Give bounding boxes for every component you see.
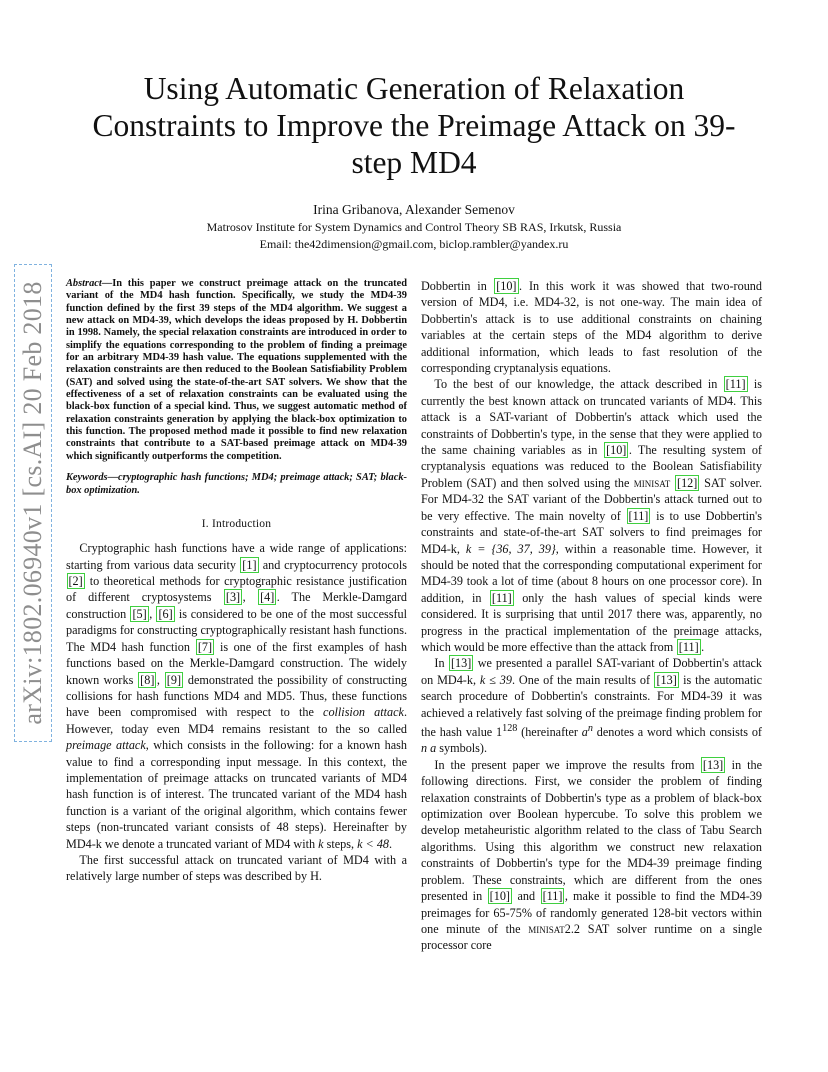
text-run: is currently the best known attack on truncated variants of MD4. This attack is a SAT-variant of Dobbertin's attack which used the constraints of Dobbertin's type, in the sense that they were applied to the same chaining variables as in xyxy=(421,377,762,458)
citation-link[interactable]: [11] xyxy=(628,508,649,523)
abstract-text: —In this paper we construct preimage attack on the truncated variant of the MD4 hash function. Specifically, we study the MD4-39 function defined by the first 39 steps of the MD4 algorithm. We suggest a new attack on MD4-39, which develops the ideas proposed by H. Dobbertin in 1998. Namely, the special relaxation constraints are introduced in order to simplify the equations corresponding to the problem of finding a preimage for an arbitrary MD4-39 hash value. The equations supplemented with the relaxation constraints are then reduced to the Boolean Satisfiability Problem (SAT) and solved using the state-of-the-art SAT solvers. We show that the effectiveness of a set of relaxation constraints can be evaluated using the black-box function of a special kind. Thus, we suggest automatic method of relaxation constraints generation by applying the black-box optimization to this function. The proposed method made it possible to find new relaxation constraints that contribute to a SAT-based preimage attack on MD4-39 which significantly outperforms the competition. xyxy=(66,278,407,462)
text-run: , within a reasonable time. However, it should be noted that the corresponding computational experiment for MD4-39 took a lot of time (about 8 hours on one processor core). In addition, in xyxy=(421,541,762,605)
intro-paragraph-2 xyxy=(66,852,407,885)
text-run: . xyxy=(701,639,705,654)
citation-link[interactable]: [1] xyxy=(242,557,257,572)
affiliation: Matrosov Institute for System Dynamics and Control Theory SB RAS, Irkutsk, Russia xyxy=(206,220,622,234)
right-paragraph-1 xyxy=(421,278,762,376)
superscript: n xyxy=(587,722,593,734)
citation-link[interactable]: [4] xyxy=(260,590,275,605)
text-run: demonstrated the possibility of constructing collisions for hash functions MD4 and MD5. Thus, these functions have been compromised with respect to the xyxy=(66,672,408,720)
math: k < 48 xyxy=(357,836,390,851)
text-run: SAT solver. For MD4-32 the SAT variant of the Dobbertin's attack turned out to be very effective. The main novelty of xyxy=(421,475,762,523)
citation-link[interactable]: [2] xyxy=(68,574,83,589)
text-run: symbols). xyxy=(436,741,488,756)
citation-link[interactable]: [9] xyxy=(166,672,182,687)
citation-link[interactable]: [11] xyxy=(678,639,699,654)
text-run: . One of the main results of xyxy=(511,672,654,687)
citation-link[interactable]: [12] xyxy=(677,475,698,490)
text-run: In xyxy=(434,656,449,671)
solver-name: minisat xyxy=(528,921,565,936)
text-run: (hereinafter xyxy=(517,725,582,740)
text-run: In the present paper we improve the results from xyxy=(434,757,701,772)
math: 1 xyxy=(496,725,503,740)
text-run: is one of the first examples of hash functions based on the Merkle-Damgard construction. The widely known works xyxy=(66,639,407,687)
text-run: is the automatic search procedure of Dobbertin's constraints. For MD4-39 it was achieved a relatively fast solving of the preimage finding problem for the hash value xyxy=(421,672,763,740)
citation-link[interactable]: [5] xyxy=(132,606,147,621)
right-paragraph-4 xyxy=(421,757,762,954)
text-run: , make it possible to find the MD4-39 preimages for 65-75% of randomly generated 128-bit vectors within one minute of the xyxy=(421,889,762,936)
citation-link[interactable]: [13] xyxy=(656,672,677,687)
citation-link[interactable]: [11] xyxy=(542,889,563,904)
abstract xyxy=(66,278,407,463)
math: k = {36, 37, 39} xyxy=(465,541,556,556)
emphasis: preimage attack xyxy=(66,738,146,753)
text-run: and xyxy=(512,889,541,904)
text-run: to theoretical methods for cryptographic resistance justification of different cryptosystems xyxy=(66,574,407,605)
email-line: Email: the42dimension@gmail.com, biclop.rambler@yandex.ru xyxy=(259,237,569,251)
citation-link[interactable]: [6] xyxy=(158,606,173,621)
intro-paragraph-1 xyxy=(66,540,407,852)
right-paragraph-3 xyxy=(421,655,762,757)
authors: Irina Gribanova, Alexander Semenov xyxy=(313,202,515,217)
text-run: denotes a word which consists of xyxy=(592,725,762,740)
citation-link[interactable]: [11] xyxy=(491,590,512,605)
text-run: we presented a parallel SAT-variant of Dobbertin's attack on MD4-k, xyxy=(421,656,763,687)
solver-name: minisat xyxy=(633,475,671,490)
citation-link[interactable]: [10] xyxy=(489,889,510,904)
text-run: . xyxy=(389,836,393,851)
text-run: To the best of our knowledge, the attack described in xyxy=(434,377,724,392)
arxiv-stamp[interactable] xyxy=(14,264,52,742)
citation-link[interactable]: [3] xyxy=(225,590,241,605)
math: a xyxy=(581,725,588,740)
citation-link[interactable]: [8] xyxy=(140,672,155,687)
text-run: is to use Dobbertin's constraints and state-of-the-art SAT solvers to find preimages for MD4-k, xyxy=(421,508,762,556)
citation-link[interactable]: [10] xyxy=(606,443,627,458)
text-run: in the following directions. First, we consider the problem of finding relaxation constraints of Dobbertin's type as a problem of black-box optimization over Boolean hypercube. To solve this problem we develop metaheuristic algorithm related to the class of Tabu Search algorithms. Using this algorithm we construct new relaxation constraints of Dobbertin's type for the MD4-39 preimage finding problem. These constraints, which are different from the ones presented in xyxy=(421,757,762,904)
emphasis: collision attack xyxy=(323,705,404,720)
text-run: . In this work it was showed that two-round version of MD4, i.e. MD4-32, is not one-way. The main idea of Dobbertin's attack is to use additional constraints on chaining variables at the certain steps of the MD4 algorithm to derive additional information, which leads to fast resolution of the corresponding cryptanalysis equations. xyxy=(421,279,762,376)
keywords-label: Keywords xyxy=(66,472,108,484)
text-run: 2.2 SAT solver runtime on a single processor core xyxy=(421,921,762,953)
text-run: and cryptocurrency protocols xyxy=(259,557,407,572)
math: k xyxy=(318,836,324,851)
text-run: . However, today even MD4 remains resistant to the so called xyxy=(66,705,407,736)
right-column xyxy=(421,278,762,954)
text-run: only the hash values of special kinds were considered. It is surprising that until 2017 there was, apparently, no progress in the practical implementation of the preimage attacks, which would be more effective than the attack from xyxy=(421,590,762,654)
text-run: , which consists in the following: for a known hash value to find a corresponding input message. In this context, the implementation of preimage attacks on truncated variants of MD4 hash function is of interest. The truncated variant of the MD4 hash function is a variant of the original algorithm, which contains fewer steps (non-truncated variant consists of 48 steps). Hereinafter by MD4-k we denote a truncated variant of MD4 with xyxy=(66,738,407,851)
citation-link[interactable]: [13] xyxy=(450,656,472,671)
text-run: is considered to be one of the most successful paradigms for constructing cryptographically resistant hash functions. The MD4 hash function xyxy=(66,606,408,654)
text-run: . The Merkle-Damgard construction xyxy=(66,590,408,621)
citation-link[interactable]: [13] xyxy=(702,757,724,772)
text-run: , xyxy=(149,606,156,621)
keywords-text: —cryptographic hash functions; MD4; preimage attack; SAT; black-box optimization. xyxy=(66,472,407,496)
abstract-label: Abstract xyxy=(66,278,102,289)
keywords xyxy=(66,472,407,497)
left-column xyxy=(66,278,407,885)
text-run: . The resulting system of cryptanalysis equations was reduced to the Boolean Satisfiability Problem (SAT) and then solved using the xyxy=(421,443,762,490)
section-heading-introduction: I. Introduction xyxy=(201,517,272,530)
text-run: steps, xyxy=(323,836,358,851)
citation-link[interactable]: [7] xyxy=(197,639,213,654)
math: k ≤ 39 xyxy=(479,672,512,687)
text-run: The first successful attack on truncated variant of MD4 with a relatively large number of steps was described by H. xyxy=(66,852,407,884)
right-paragraph-2 xyxy=(421,376,762,655)
text-run: Cryptographic hash functions have a wide range of applications: starting from various data security xyxy=(66,541,407,572)
paper-title: Using Automatic Generation of Relaxation Constraints to Improve the Preimage Attack on 39-step MD4 xyxy=(92,71,736,180)
text-run: , xyxy=(156,672,165,687)
citation-link[interactable]: [10] xyxy=(496,279,517,293)
text-run: , xyxy=(242,590,258,605)
superscript: 128 xyxy=(502,722,518,734)
text-run: Dobbertin in xyxy=(421,279,494,293)
math: n a xyxy=(421,741,437,756)
citation-link[interactable]: [11] xyxy=(725,377,746,392)
arxiv-stamp-label: arXiv:1802.06940v1 [cs.AI] 20 Feb 2018 xyxy=(18,281,47,725)
